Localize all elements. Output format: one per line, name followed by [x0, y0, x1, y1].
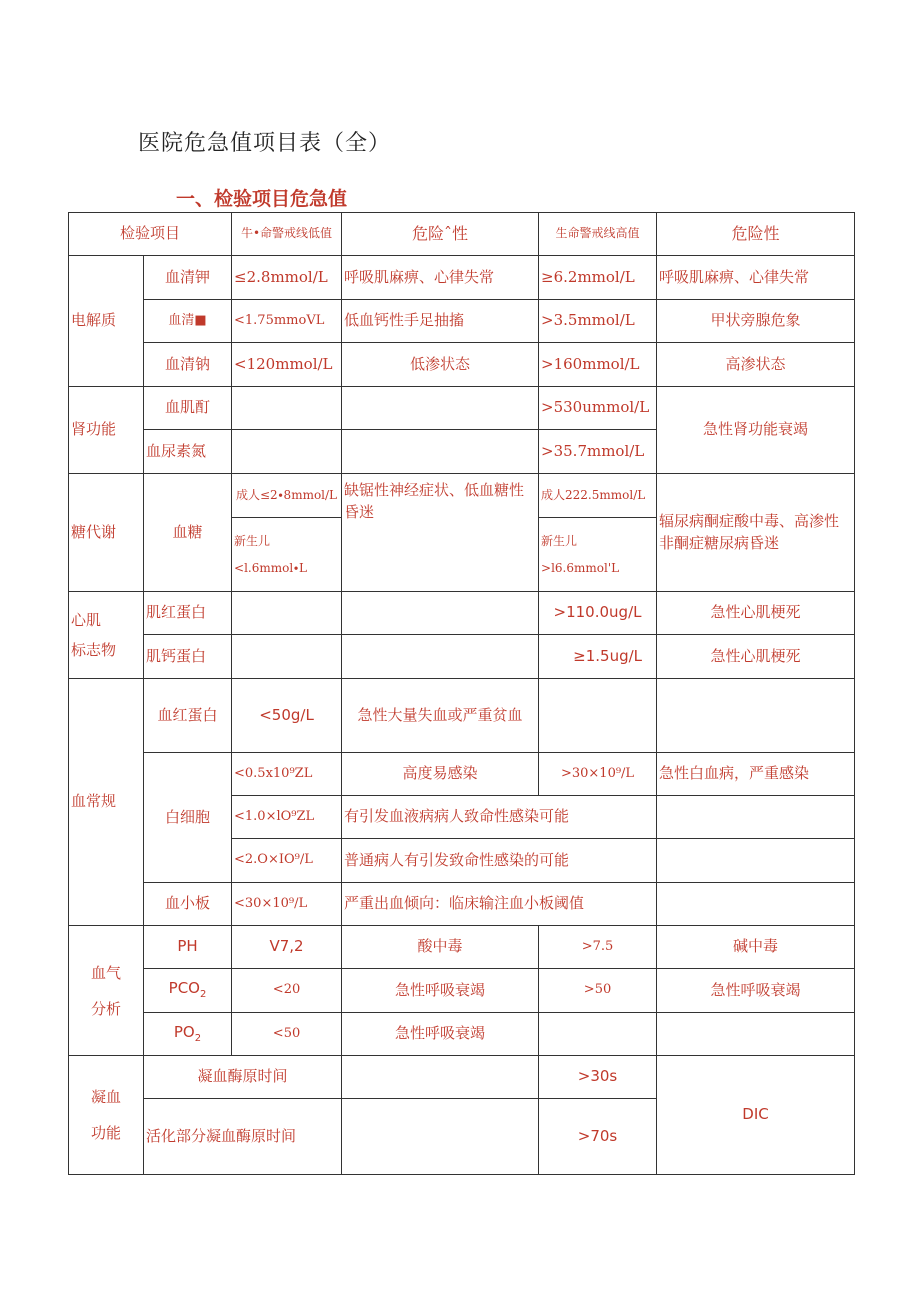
group-label-1: 凝血	[90, 1088, 121, 1106]
header-high: 生命警戒线高值	[539, 213, 657, 256]
low-value: <120mmol∕L	[232, 343, 342, 387]
risk-low: 普通病人有引发致命性感染的可能	[342, 839, 657, 883]
high-value: >110.0ug∕L	[539, 592, 657, 635]
item-name: 肌红蛋白	[144, 592, 232, 635]
item-name: PH	[144, 926, 232, 969]
group-glucose: 糖代谢	[69, 474, 144, 592]
high-value: >3.5mmol/L	[539, 300, 657, 343]
high-value: >30s	[539, 1056, 657, 1099]
header-risk-high: 危险性	[657, 213, 855, 256]
item-name: 血清■	[144, 300, 232, 343]
group-label-2: 功能	[90, 1124, 121, 1142]
high-value-newborn	[539, 518, 657, 592]
high-value: >530ummol/L	[539, 387, 657, 430]
group-label-1: 心肌	[71, 611, 102, 629]
low-value: <20	[232, 969, 342, 1013]
group-electrolyte: 电解质	[69, 256, 144, 387]
item-name: 血红蛋白	[144, 679, 232, 753]
risk-high: 甲状旁腺危象	[657, 300, 855, 343]
item-name: 血糖	[144, 474, 232, 592]
header-item: 检验项目	[69, 213, 232, 256]
high-value: ≥6.2mmol/L	[539, 256, 657, 300]
risk-low: 严重出血倾向：临床输注血小板阈值	[342, 883, 657, 926]
table-row	[69, 592, 855, 635]
group-blood: 血常规	[69, 679, 144, 926]
high-value: ≥1.5ug∕L	[539, 635, 657, 679]
group-coagulation	[69, 1056, 144, 1175]
high-value: >7.5	[539, 926, 657, 969]
newborn-label: 新生儿	[234, 534, 271, 549]
low-value-adult: 成人≤2∙8mmol∕L	[232, 474, 342, 518]
low-value: <50	[232, 1013, 342, 1056]
table-row	[69, 926, 855, 969]
newborn-value: <l.6mmol∙L	[234, 560, 308, 575]
item-name: 活化部分凝血酶原时间	[144, 1099, 342, 1175]
header-low: 牛•命警戒线低值	[232, 213, 342, 256]
group-blood-gas	[69, 926, 144, 1056]
table-row	[69, 300, 855, 343]
low-value: <50g∕L	[232, 679, 342, 753]
risk-low: 有引发血液病病人致命性感染可能	[342, 796, 657, 839]
risk-high: DIC	[657, 1056, 855, 1175]
group-label-2: 标志物	[71, 641, 117, 659]
critical-values-table	[68, 212, 855, 1175]
low-value: <30×10⁹/L	[232, 883, 342, 926]
high-value: >30×10⁹/L	[539, 753, 657, 796]
item-name: 血清钠	[144, 343, 232, 387]
risk-low: 低血钙性手足抽搐	[342, 300, 539, 343]
item-name: 血尿素氮	[144, 430, 232, 474]
low-value: <1.0×lO⁹ZL	[232, 796, 342, 839]
newborn-value: >l6.6mmol'L	[541, 560, 620, 575]
item-name: 血小板	[144, 883, 232, 926]
risk-high: 急性呼吸衰竭	[657, 969, 855, 1013]
group-label-2: 分析	[90, 999, 121, 1018]
risk-low: 急性大量失血或严重贫血	[342, 679, 539, 753]
risk-high: 呼吸肌麻痹、心律失常	[657, 256, 855, 300]
high-value: >50	[539, 969, 657, 1013]
risk-low: 酸中毒	[342, 926, 539, 969]
high-value: >35.7mmol/L	[539, 430, 657, 474]
table-row	[69, 387, 855, 430]
table-row	[69, 883, 855, 926]
table-row	[69, 679, 855, 753]
low-value: <2.O×IO⁹/L	[232, 839, 342, 883]
table-row	[69, 1056, 855, 1099]
high-value: >70s	[539, 1099, 657, 1175]
table-row	[69, 343, 855, 387]
risk-low: 急性呼吸衰竭	[342, 1013, 539, 1056]
item-name: 白细胞	[144, 753, 232, 883]
table-row	[69, 635, 855, 679]
low-value-newborn	[232, 518, 342, 592]
risk-high: 急性心肌梗死	[657, 592, 855, 635]
item-name: $PCO_2$	[144, 969, 232, 1013]
low-value: ≤2.8mmol∕L	[232, 256, 342, 300]
item-name: $PO_2$	[144, 1013, 232, 1056]
high-value-adult: 成人222.5mmol/L	[539, 474, 657, 518]
item-name: 血肌酊	[144, 387, 232, 430]
item-name: 肌钙蛋白	[144, 635, 232, 679]
table-row	[69, 969, 855, 1013]
item-name: 血清钾	[144, 256, 232, 300]
table-row	[69, 256, 855, 300]
group-label-1: 血气	[90, 963, 121, 982]
table-row	[69, 753, 855, 796]
table-row	[69, 474, 855, 518]
risk-low: 急性呼吸衰竭	[342, 969, 539, 1013]
risk-high: 急性白血病，严重感染	[657, 753, 855, 796]
header-risk-low: 危险ˆ性	[342, 213, 539, 256]
risk-high: 高渗状态	[657, 343, 855, 387]
risk-low: 缺锯性神经症状、低血糖性昏迷	[342, 474, 539, 592]
risk-low: 呼吸肌麻痹、心律失常	[342, 256, 539, 300]
risk-high: 急性肾功能衰竭	[657, 387, 855, 474]
group-cardiac	[69, 592, 144, 679]
risk-high: 急性心肌梗死	[657, 635, 855, 679]
table-row	[69, 1013, 855, 1056]
risk-low: 低渗状态	[342, 343, 539, 387]
table-header-row	[69, 213, 855, 256]
page-title: 医院危急值项目表（全）	[138, 131, 392, 156]
risk-low: 高度易感染	[342, 753, 539, 796]
group-renal: 肾功能	[69, 387, 144, 474]
newborn-label: 新生儿	[541, 534, 578, 549]
risk-high: 辐尿病酮症酸中毒、高渗性非酮症糖尿病昏迷	[657, 474, 855, 592]
item-name: 凝血酶原时间	[144, 1056, 342, 1099]
low-value: V7,2	[232, 926, 342, 969]
risk-high: 碱中毒	[657, 926, 855, 969]
section-heading: 一、检验项目危急值	[176, 188, 348, 210]
low-value: <0.5x10⁹ZL	[232, 753, 342, 796]
low-value: <1.75mmoVL	[232, 300, 342, 343]
high-value: >160mmol/L	[539, 343, 657, 387]
